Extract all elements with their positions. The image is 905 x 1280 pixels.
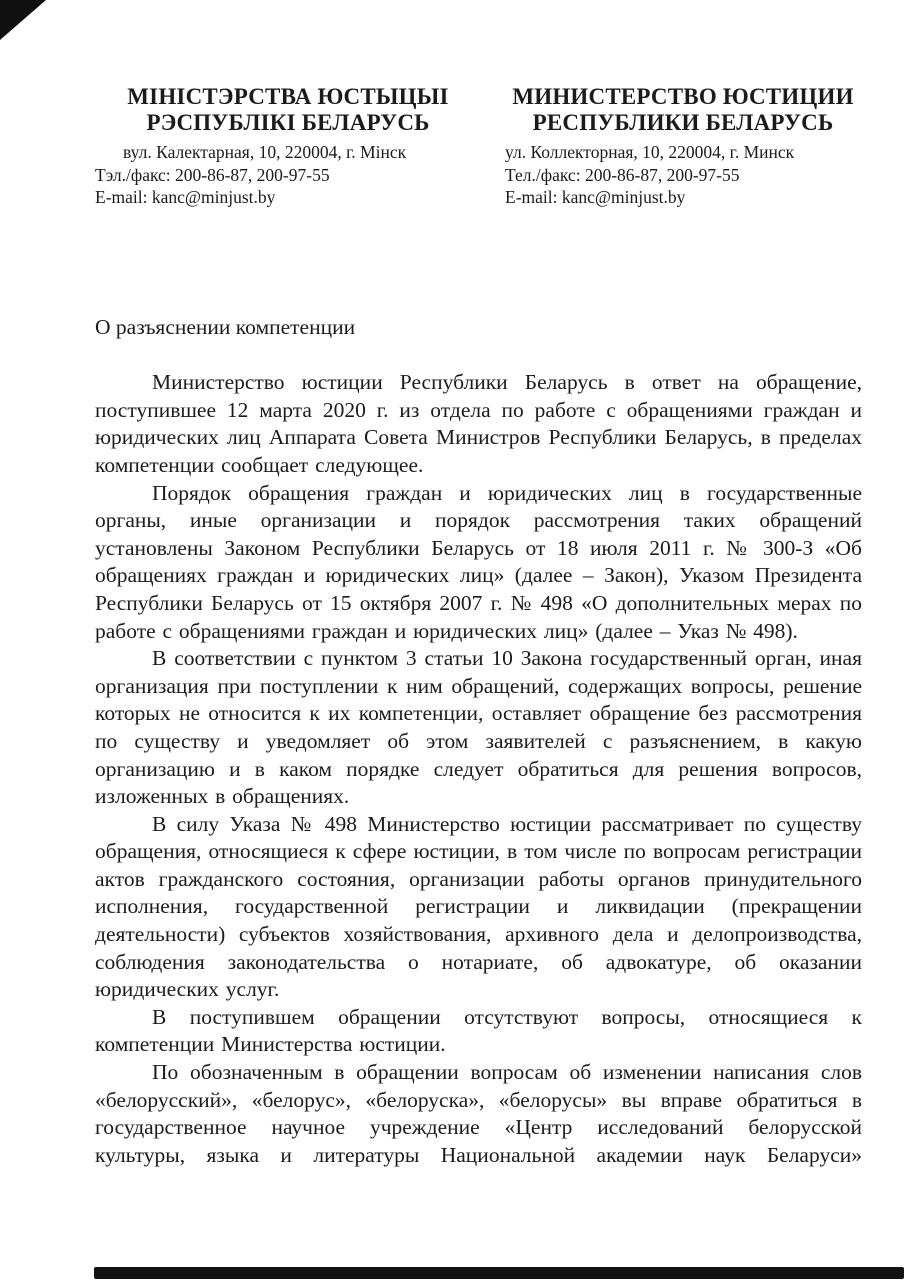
subject-line: О разъяснении компетенции bbox=[95, 315, 356, 339]
org-contact-russian bbox=[505, 141, 861, 209]
org-email: E-mail: kanc@minjust.by bbox=[95, 187, 276, 207]
org-title-line2: РЕСПУБЛИКИ БЕЛАРУСЬ bbox=[532, 110, 834, 135]
letterhead-belarusian bbox=[95, 84, 481, 209]
body-paragraph: В поступившем обращении отсутствуют вопросы, относящиеся к компетенции Министерства юстиции. bbox=[95, 1004, 862, 1057]
letterhead-russian bbox=[505, 84, 861, 209]
body-paragraph: В соответствии с пунктом 3 статьи 10 Закона государственный орган, иная организация при поступлении к ним обращений, содержащих вопросы, решение которых не относится к их компетенции, оставляет обращение без рассмотрения по существу и уведомляет об этом заявителей с разъяснением, в какую организацию и в каком порядке следует обратиться для решения вопросов, изложенных в обращениях. bbox=[95, 646, 862, 809]
letterhead bbox=[95, 84, 861, 209]
scan-artifact-bottom-bar bbox=[94, 1267, 904, 1279]
org-phone: Тэл./факс: 200-86-87, 200-97-55 bbox=[95, 164, 330, 185]
org-email: E-mail: kanc@minjust.by bbox=[505, 187, 686, 207]
org-title-line2: РЭСПУБЛІКІ БЕЛАРУСЬ bbox=[146, 110, 430, 135]
org-title-belarusian bbox=[95, 84, 481, 136]
body-paragraph: Министерство юстиции Республики Беларусь в ответ на обращение, поступившее 12 марта 2020 г. из отдела по работе с обращениями граждан и юридических лиц Аппарата Совета Министров Республики Беларусь, в пределах компетенции сообщает следующее. bbox=[95, 370, 862, 477]
org-address: ул. Коллекторная, 10, 220004, г. Минск bbox=[505, 142, 795, 162]
org-title-russian bbox=[505, 84, 861, 136]
scan-artifact-corner bbox=[0, 0, 46, 40]
body-paragraph: По обозначенным в обращении вопросам об изменении написания слов «белорусский», «белорус», «белоруска», «белорусы» вы вправе обратиться в государственное научное учреждение «Центр исследований белорусской культуры, языка и литературы Национальной академии наук Беларуси» bbox=[95, 1060, 862, 1167]
body-paragraph: Порядок обращения граждан и юридических лиц в государственные органы, иные организации и порядок рассмотрения таких обращений установлены Законом Республики Беларусь от 18 июля 2011 г. № 300-З «Об обращениях граждан и юридических лиц» (далее – Закон), Указом Президента Республики Беларусь от 15 октября 2007 г. № 498 «О дополнительных мерах по работе с обращениями граждан и юридических лиц» (далее – Указ № 498). bbox=[95, 480, 862, 643]
org-phone: Тел./факс: 200-86-87, 200-97-55 bbox=[505, 164, 740, 185]
body-paragraph: В силу Указа № 498 Министерство юстиции рассматривает по существу обращения, относящиеся к сфере юстиции, в том числе по вопросам регистрации актов гражданского состояния, организации работы органов принудительного исполнения, государственной регистрации и ликвидации (прекращении деятельности) субъектов хозяйствования, архивного дела и делопроизводства, соблюдения законодательства о нотариате, об адвокатуре, об оказании юридических услуг. bbox=[95, 811, 862, 1002]
letter-body bbox=[95, 314, 862, 1169]
org-title-line1: МІНІСТЭРСТВА ЮСТЫЦЫІ bbox=[127, 84, 449, 109]
org-contact-belarusian bbox=[95, 141, 481, 209]
org-title-line1: МИНИСТЕРСТВО ЮСТИЦИИ bbox=[512, 84, 854, 109]
org-address: вул. Калектарная, 10, 220004, г. Мінск bbox=[123, 142, 407, 162]
